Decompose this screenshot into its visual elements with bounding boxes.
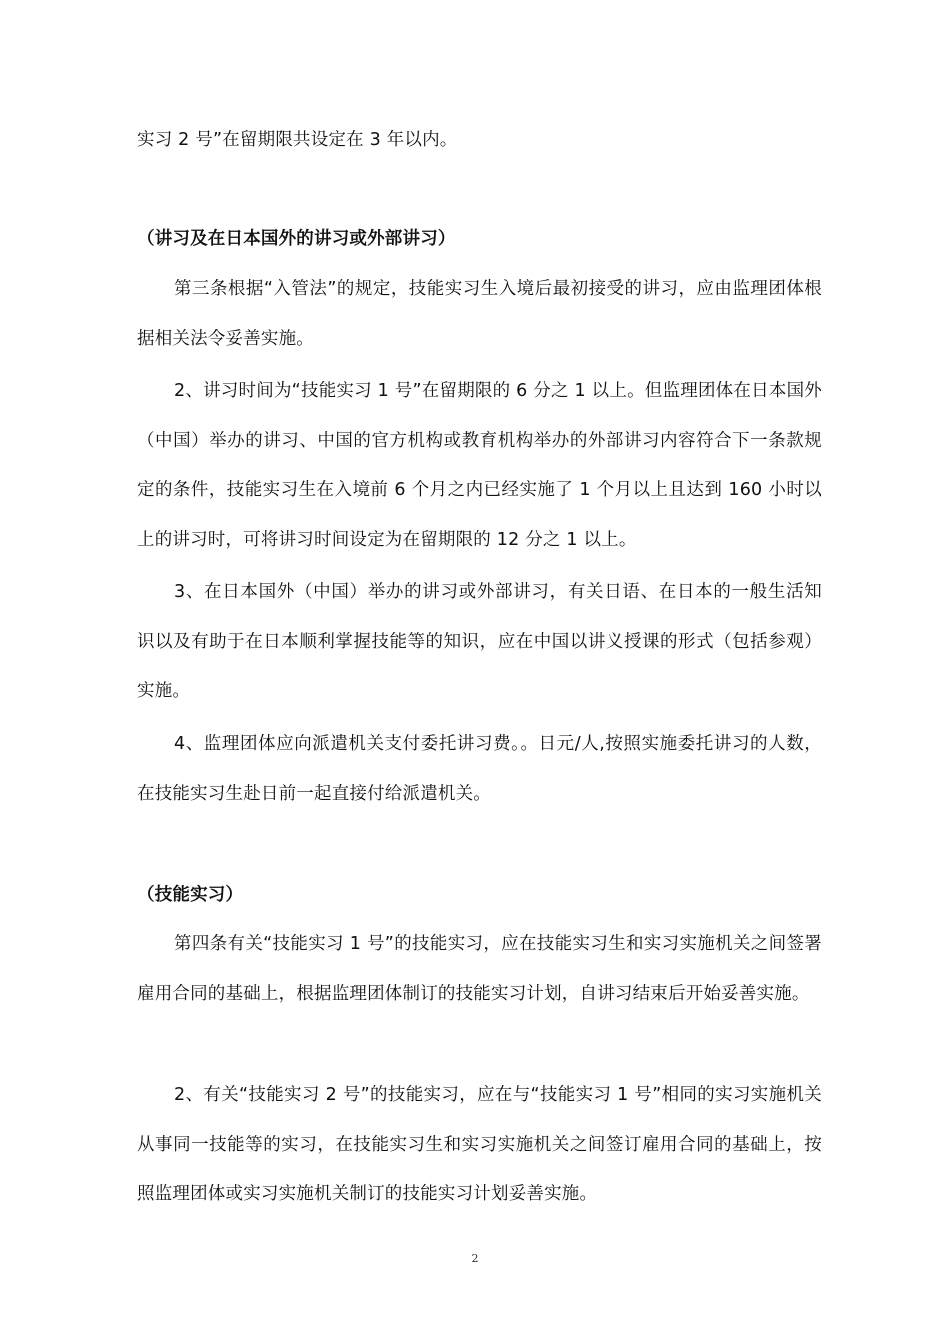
article-3-clause-4: 4、监理团体应向派遣机关支付委托讲习费。。日元/人,按照实施委托讲习的人数，在技能实习生赴日前一起直接付给派遣机关。 xyxy=(137,734,822,804)
article-3-clause-3: 3、在日本国外（中国）举办的讲习或外部讲习，有关日语、在日本的一般生活知识以及有助于在日本顺利掌握技能等的知识，应在中国以讲义授课的形式（包括参观）实施。 xyxy=(137,582,822,701)
article-3-paragraph: 第三条根据“入管法”的规定，技能实习生入境后最初接受的讲习，应由监理团体根据相关法令妥善实施。 xyxy=(137,279,822,349)
continuation-paragraph: 实习 2 号”在留期限共设定在 3 年以内。 xyxy=(137,130,458,150)
article-3-clause-2: 2、讲习时间为“技能实习 1 号”在留期限的 6 分之 1 以上。但监理团体在日本国外（中国）举办的讲习、中国的官方机构或教育机构举办的外部讲习内容符合下一条款规定的条件，技能实习生在入境前 6 个月之内已经实施了 1 个月以上且达到 160 小时以上的讲习时，可将讲习时间设定为在留期限的 12 分之 1 以上。 xyxy=(137,381,822,550)
section-heading-lectures: （讲习及在日本国外的讲习或外部讲习） xyxy=(137,229,456,249)
article-4-paragraph: 第四条有关“技能实习 1 号”的技能实习，应在技能实习生和实习实施机关之间签署雇用合同的基础上，根据监理团体制订的技能实习计划，自讲习结束后开始妥善实施。 xyxy=(137,934,822,1004)
article-4-clause-2: 2、有关“技能实习 2 号”的技能实习，应在与“技能实习 1 号”相同的实习实施机关从事同一技能等的实习，在技能实习生和实习实施机关之间签订雇用合同的基础上，按照监理团体或实习实施机关制订的技能实习计划妥善实施。 xyxy=(137,1085,822,1204)
section-heading-technical-training: （技能实习） xyxy=(137,885,244,905)
page-number: 2 xyxy=(471,1252,479,1265)
